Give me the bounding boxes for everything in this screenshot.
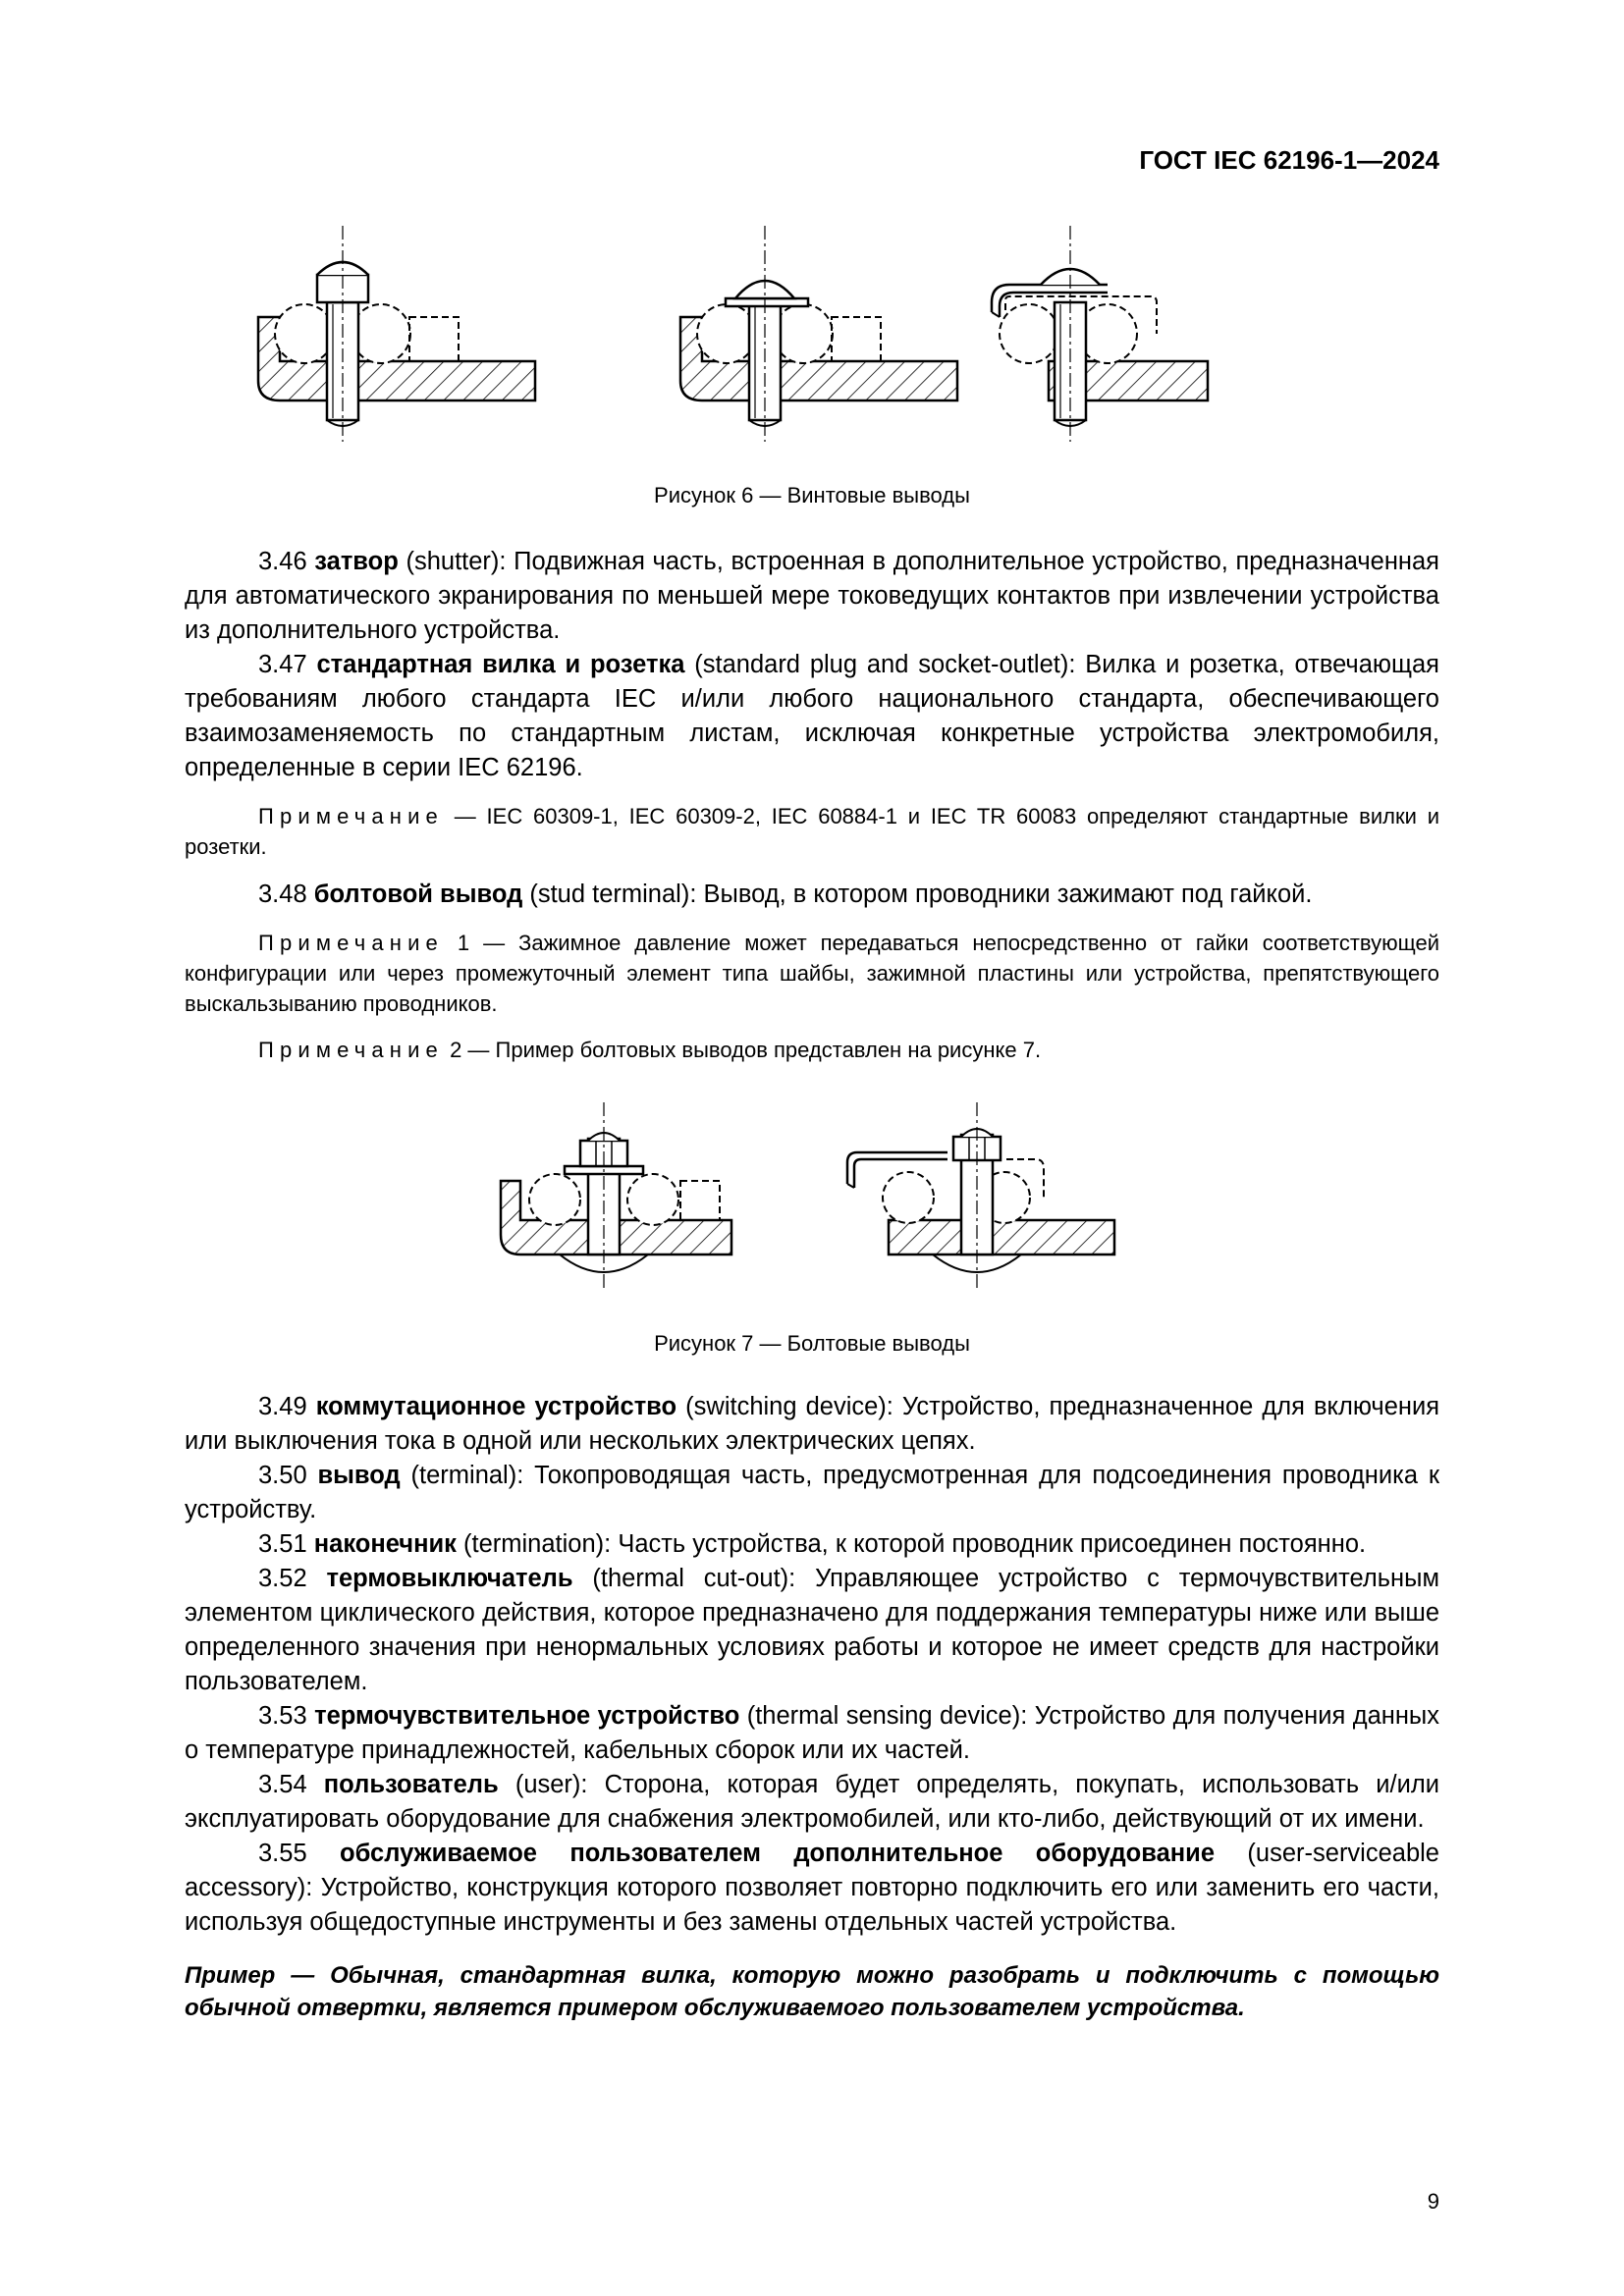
terms-block-1 <box>185 545 1439 1065</box>
term-3-47: 3.47 стандартная вилка и розетка (standard plug and socket-outlet): Вилка и розетка, отвечающая требованиям любого стандарта IEC и/или любого национального стандарта, обеспечивающего взаимозаменяемость по стандартным листам, исключая конкретные устройства электромобиля, определенные в серии IEC 62196. <box>185 651 1439 781</box>
note-3-47: Примечание — IEC 60309-1, IEC 60309-2, IEC 60884-1 и IEC TR 60083 определяют стандартные вилки и розетки. <box>185 804 1439 859</box>
figure-6-caption: Рисунок 6 — Винтовые выводы <box>654 483 970 507</box>
stud-terminal-1 <box>501 1102 731 1289</box>
term-3-52: 3.52 термовыключатель (thermal cut-out): Управляющее устройство с термочувствительным элементом циклического действия, которое предназначено для поддержания температуры ниже или выше определенного значения при ненормальных условиях работы и которое не имеет средств для настройки пользователем. <box>185 1565 1439 1695</box>
document-header: ГОСТ IEC 62196-1—2024 <box>1139 145 1439 175</box>
screw-terminal-1 <box>258 226 535 442</box>
page-number: 9 <box>1427 2189 1439 2214</box>
term-3-50: 3.50 вывод (terminal): Токопроводящая часть, предусмотренная для подсоединения проводника к устройству. <box>185 1462 1440 1523</box>
figure-6-screw-terminals <box>250 224 1330 450</box>
stud-terminal-2 <box>847 1102 1114 1289</box>
term-3-54: 3.54 пользователь (user): Сторона, которая будет определять, покупать, использовать и/или эксплуатировать оборудование для снабжения электромобилей, или кто-либо, действующий от их имени. <box>185 1771 1439 1833</box>
screw-terminal-3 <box>992 226 1208 442</box>
example-text: Пример — Обычная, стандартная вилка, которую можно разобрать и подключить с помощью обычной отвертки, является примером обслуживаемого пользователем устройства. <box>185 1962 1439 2021</box>
figure-7-caption: Рисунок 7 — Болтовые выводы <box>654 1331 970 1356</box>
term-3-55: 3.55 обслуживаемое пользователем дополнительное оборудование (user-serviceable accessory): Устройство, конструкция которого позволяет повторно подключить его или заменить его части, используя общедоступные инструменты и без замены отдельных частей устройства. <box>185 1840 1439 1936</box>
note-3-48-2: Примечание 2 — Пример болтовых выводов представлен на рисунке 7. <box>258 1038 1042 1062</box>
term-3-49: 3.49 коммутационное устройство (switching device): Устройство, предназначенное для включения или выключения тока в одной или нескольких электрических цепях. <box>185 1393 1440 1455</box>
term-3-51: 3.51 наконечник (termination): Часть устройства, к которой проводник присоединен постоянно. <box>258 1530 1367 1558</box>
term-3-53: 3.53 термочувствительное устройство (thermal sensing device): Устройство для получения данных о температуре принадлежностей, кабельных сборок или их частей. <box>185 1702 1439 1764</box>
screw-terminal-2 <box>680 226 957 442</box>
term-3-46: 3.46 затвор (shutter): Подвижная часть, встроенная в дополнительное устройство, предназначенная для автоматического экранирования по меньшей мере токоведущих контактов при извлечении устройства из дополнительного устройства. <box>185 548 1439 644</box>
terms-block-2 <box>185 1390 1439 2024</box>
term-3-48: 3.48 болтовой вывод (stud terminal): Вывод, в котором проводники зажимают под гайкой. <box>258 881 1313 908</box>
figure-7-stud-terminals <box>496 1097 1124 1294</box>
note-3-48-1: Примечание 1 — Зажимное давление может передаваться непосредственно от гайки соответствующей конфигурации или через промежуточный элемент типа шайбы, зажимной пластины или устройства, препятствующего выскальзыванию проводников. <box>185 931 1439 1016</box>
